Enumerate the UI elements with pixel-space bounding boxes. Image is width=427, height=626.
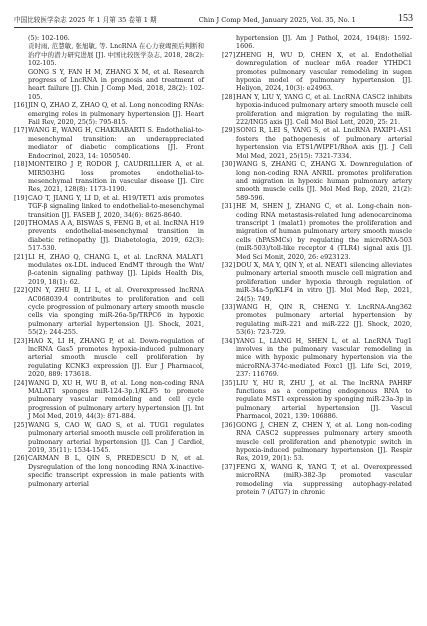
reference-number: [27] (222, 50, 236, 59)
reference-entry (14, 379, 204, 421)
reference-entry (222, 421, 412, 463)
reference-text: GONG J, CHEN Z, CHEN Y, et al. Long non-coding RNA CASC2 suppresses pulmonary artery smooth muscle cell proliferation and phenotypic switch in hypoxia-induced pulmonary hypertension [J]. Respir Res, 2019, 20(1): 53. (236, 420, 412, 463)
reference-number: [33] (222, 303, 236, 311)
reference-text: 贡时雨, 范慧敏, 张旭敏, 等. LncRNA 在心力衰竭预后判断和治疗中的潜力研究进展 [J]. 中国比较医学杂志, 2018, 28(2): 102-105. (28, 42, 204, 68)
reference-entry (14, 126, 204, 160)
reference-number: [20] (14, 218, 28, 227)
reference-entry (14, 194, 204, 219)
reference-number: [21] (14, 252, 28, 261)
page-header (14, 6, 413, 28)
reference-number: [22] (14, 286, 28, 295)
reference-text: JIN Q, ZHAO Z, ZHAO Q, et al. Long noncoding RNAs: emerging roles in pulmonary hypertension [J]. Heart Fail Rev, 2020, 25(5): 795-815. (28, 101, 204, 127)
journal-title-cn: 中国比较医学杂志 2025 年 1 月第 35 卷第 1 期 (14, 16, 157, 25)
reference-text: HE M, SHEN J, ZHANG C, et al. Long-chain non-coding RNA metastasis-related lung adenocarcinoma transcript 1 (malat1) promotes the proliferation and migration of human pulmonary artery smooth muscle cells (hPASMCs) by regulating the microRNA-503 (miR-503)/toll-like receptor 4 (TLR4) signal axis [J]. Med Sci Monit, 2020, 26: e923123. (236, 202, 412, 261)
reference-text: (5): 102-106. (28, 34, 70, 42)
reference-text: GONG S Y, FAN H M, ZHANG X M, et al. Research progress of LncRNA in prognosis and treatment of heart failure [J]. Chin J Comp Med, 2018, 28(2): 102-105. (28, 67, 204, 101)
reference-number: [24] (14, 378, 28, 387)
reference-text: CARMAN B L, QIN S, PREDESCU D N, et al. Dysregulation of the long noncoding RNA X-inactive-specific transcript expression in male patients with pulmonary arterial (28, 454, 204, 488)
reference-number: [37] (222, 462, 236, 471)
reference-number: [36] (222, 420, 236, 429)
reference-text: QIN Y, ZHU B, LI L, et al. Overexpressed lncRNA AC068039.4 contributes to proliferation and cell cycle progression of pulmonary artery smooth muscle cells via sponging miR-26a-5p/TRPC6 in hypoxic pulmonary arterial hypertension [J]. Shock, 2021, 55(2): 244-255. (28, 286, 204, 337)
reference-number: [28] (222, 92, 236, 101)
reference-text: FENG X, WANG K, YANG T, et al. Overexpressed microRNA (miR)-382-3p promoted vascular remodeling via suppressing autophagy-related protein 7 (ATG7) in chronic (236, 462, 412, 496)
reference-entry (222, 93, 412, 127)
reference-number: [30] (222, 160, 236, 169)
reference-number: [23] (14, 336, 28, 345)
page-number: 153 (397, 13, 413, 24)
reference-number: [18] (14, 160, 28, 169)
reference-entry (222, 34, 412, 51)
reference-text: hypertension [J]. Am J Pathol, 2024, 194(8): 1592-1606. (236, 34, 412, 51)
reference-text: HAO X, LI H, ZHANG P, et al. Down-regulation of lncRNA Gas5 promotes hypoxia-induced pulmonary arterial smooth muscle cell proliferation by regulating KCNK3 expression [J]. Eur J Pharmacol, 2020, 889: 173618. (28, 336, 204, 379)
reference-entry (222, 202, 412, 261)
reference-text: YANG L, LIANG H, SHEN L, et al. LncRNA Tug1 involves in the pulmonary vascular remodeling in mice with hypoxic pulmonary hypertension via the microRNA-374c-mediated Foxc1 [J]. Life Sci, 2019, 237: 116769. (236, 336, 412, 379)
right-reference-column (222, 34, 412, 496)
reference-text: SONG R, LEI S, YANG S, et al. LncRNA PAXIP1-AS1 fosters the pathogenesis of pulmonary arterial hypertension via ETS1/WIPF1/RhoA axis [J]. J Cell Mol Med, 2021, 25(15): 7321-7334. (236, 126, 412, 160)
reference-text: WANG S, ZHANG C, ZHANG X. Downregulation of long non-coding RNA ANRIL promotes proliferation and migration in hypoxic human pulmonary artery smooth muscle cells [J]. Mol Med Rep, 2020, 21(2): 589-596. (236, 160, 412, 202)
reference-entry (222, 51, 412, 93)
reference-text: ZHENG H, WU D, CHEN X, et al. Endothelial downregulation of nuclear m6A reader YTHDC1 promotes pulmonary vascular remodeling in sugen hypoxia model of pulmonary hypertension [J]. Heliyon, 2024, 10(3): e24963. (236, 50, 412, 93)
reference-entry (222, 126, 412, 160)
reference-entry (14, 160, 204, 194)
reference-number: [19] (14, 193, 28, 202)
left-reference-column (14, 34, 204, 488)
reference-entry (222, 261, 412, 303)
reference-entry (14, 253, 204, 287)
reference-entry (14, 42, 204, 67)
reference-text: HAN Y, LIU Y, YANG C, et al. LncRNA CASC2 inhibits hypoxia-induced pulmonary artery smooth muscle cell proliferation and migration by regulating the miR-222/ING5 axis [J]. Cell Mol Biol Lett, 2020, 25: 21. (236, 92, 412, 127)
reference-entry (222, 160, 412, 202)
reference-text: LI H, ZHAO Q, CHANG L, et al. LncRNA MALAT1 modulates ox-LDL induced EndMT through the Wnt/β-catenin signaling pathway [J]. Lipids Health Dis, 2019, 18(1): 62. (28, 252, 204, 286)
reference-number: [32] (222, 260, 236, 269)
reference-text: WANG H, QIN R, CHENG Y. LncRNA-Ang362 promotes pulmonary arterial hypertension by regulating miR-221 and miR-222 [J]. Shock, 2020, 53(6): 723-729. (236, 303, 412, 337)
reference-number: [17] (14, 126, 28, 135)
reference-number: [29] (222, 126, 236, 135)
reference-text: MONTEIRO J P, RODOR J, CAUDRILLIER A, et al. MIR503HG loss promotes endothelial-to-mesenchymal transition in vascular disease [J]. Circ Res, 2021, 128(8): 1173-1190. (28, 160, 204, 194)
reference-entry (222, 337, 412, 379)
reference-text: LIU Y, HU R, ZHU J, et al. The lncRNA PAHRF functions as a competing endogenous RNA to regulate MST1 expression by sponging miR-23a-3p in pulmonary arterial hypertension [J]. Vascul Pharmacol, 2021, 139: 106886. (236, 378, 412, 421)
reference-number: [31] (222, 202, 236, 211)
reference-number: [34] (222, 336, 236, 345)
reference-entry (14, 219, 204, 253)
reference-number: [25] (14, 420, 28, 429)
reference-text: WANG E, WANG H, CHAKRABARTI S. Endothelial-to-mesenchymal transition: an underappreciated mediator of diabetic complications [J]. Front Endocrinol, 2023, 14: 1050540. (28, 126, 204, 160)
reference-entry (14, 101, 204, 126)
reference-text: WANG D, XU H, WU B, et al. Long non-coding RNA MALAT1 sponges miR-124-3p.1/KLF5 to promote pulmonary vascular remodeling and cell cycle progression of pulmonary artery hypertension [J]. Int J Mol Med, 2019, 44(3): 871-884. (28, 378, 204, 421)
reference-text: THOMAS A A, BISWAS S, FENG B, et al. lncRNA H19 prevents endothelial-mesenchymal transition in diabetic retinopathy [J]. Diabetologia, 2019, 62(3): 517-530. (28, 218, 204, 253)
reference-entry (14, 68, 204, 102)
reference-text: DOU X, MA Y, QIN Y, et al. NEAT1 silencing alleviates pulmonary arterial smooth muscle cell migration and proliferation under hypoxia through regulation of miR-34a-5p/KLF4 in vitro [J]. Mol Med Rep, 2021, 24(5): 749. (236, 260, 412, 303)
reference-text: CAO T, JIANG Y, LI D, et al. H19/TET1 axis promotes TGF-β signaling linked to endothelial-to-mesenchymal transition [J]. FASEB J, 2020, 34(6): 8625-8640. (28, 193, 204, 219)
reference-entry (222, 303, 412, 337)
journal-title-en: Chin J Comp Med, January 2025, Vol. 35, No. 1 (198, 16, 356, 25)
reference-number: [16] (14, 101, 28, 110)
reference-entry (222, 379, 412, 421)
reference-number: [35] (222, 378, 236, 387)
reference-entry (14, 454, 204, 488)
reference-entry (14, 337, 204, 379)
reference-entry (14, 286, 204, 336)
reference-entry (222, 463, 412, 497)
reference-number: [26] (14, 454, 28, 463)
reference-text: WANG S, CAO W, GAO S, et al. TUG1 regulates pulmonary arterial smooth muscle cell proliferation in pulmonary arterial hypertension [J]. Can J Cardiol, 2019, 35(11): 1534-1545. (28, 420, 204, 454)
reference-entry (14, 421, 204, 455)
